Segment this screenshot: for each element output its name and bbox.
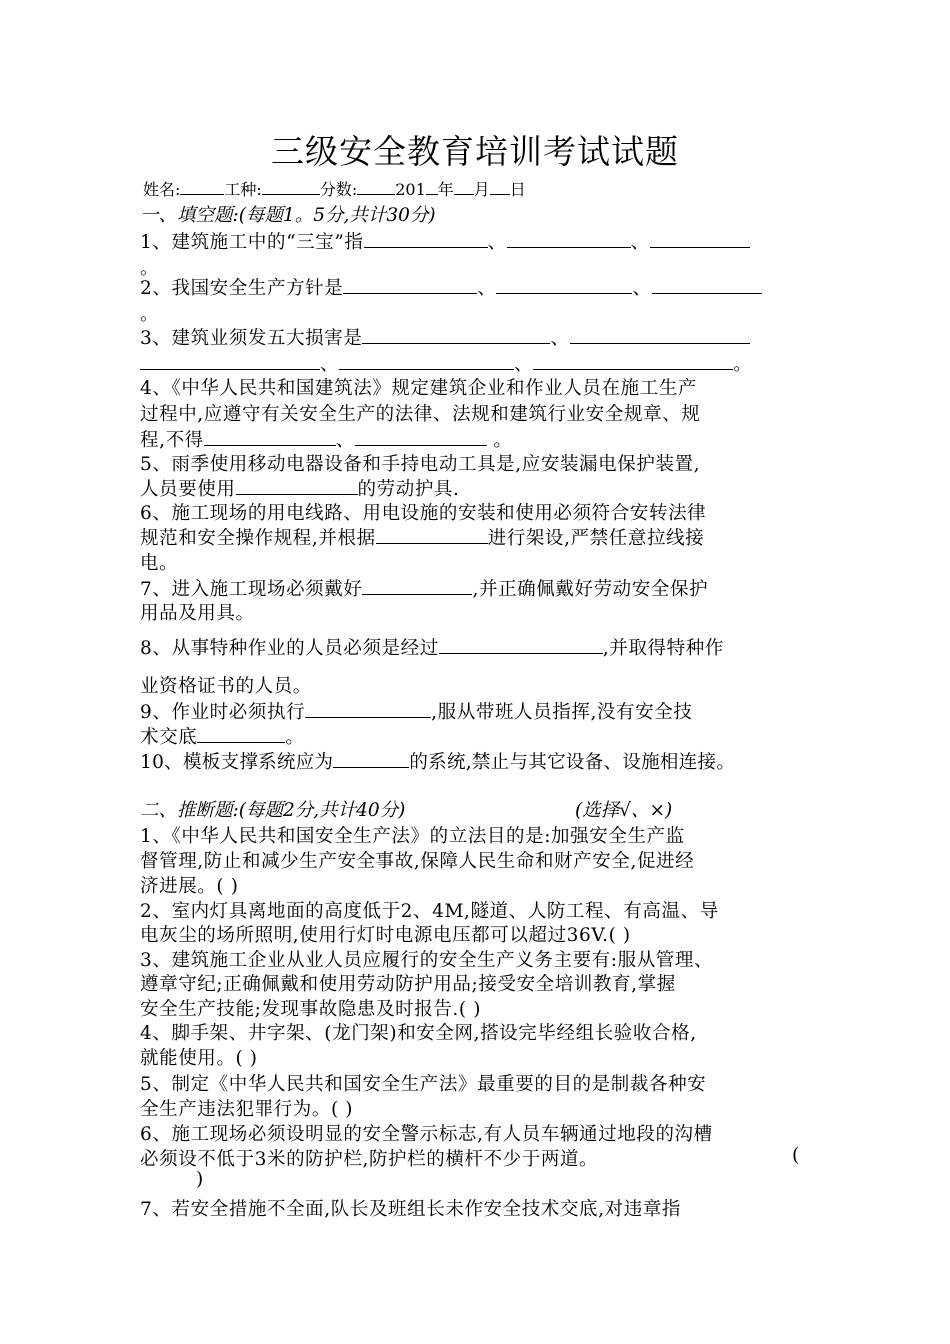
s1-q5-blank[interactable] (236, 476, 358, 495)
s1-q3-line2: 、 、 。 (140, 350, 752, 376)
s1-q3-blank-4[interactable] (339, 351, 514, 370)
s2-q7-line1: 7、若安全措施不全面,队长及班组长未作安全技术交底,对违章指 (140, 1199, 682, 1220)
s2-q3-line1: 3、建筑施工企业从业人员应履行的安全生产义务主要有:服从管理、 (140, 950, 714, 971)
s2-q2-line1: 2、室内灯具离地面的高度低于2、4M,隧道、人防工程、有高温、导 (140, 901, 719, 922)
s1-q8-line1: 8、从事特种作业的人员必须是经过 ,并取得特种作 (140, 634, 724, 660)
section2-heading-note: (选择√、×) (575, 800, 673, 821)
s2-q5-line2: 全生产违法犯罪行为。( ) (140, 1099, 354, 1120)
s2-q1-line2: 督管理,防止和减少生产安全事故,保障人民生命和财产安全,促进经 (140, 851, 695, 872)
year-label: 年 (437, 180, 454, 199)
s2-q1-line1: 1、《中华人民共和国安全生产法》的立法目的是:加强安全生产监 (140, 826, 685, 847)
day-blank[interactable] (490, 180, 510, 195)
s1-q4-blank-1[interactable] (204, 427, 336, 446)
s1-q2-blank-1[interactable] (343, 275, 477, 294)
s1-q1-blank-1[interactable] (364, 229, 488, 248)
name-blank[interactable] (180, 180, 224, 195)
s1-q5-line2: 人员要使用 的劳动护具. (140, 475, 460, 501)
year-prefix: 201 (395, 180, 426, 199)
s2-q4-line1: 4、脚手架、井字架、(龙门架)和安全网,搭设完毕经组长验收合格, (140, 1023, 697, 1044)
section1-heading: 一、填空题:(每题1。5分,共计30分) (140, 205, 436, 226)
s1-q6-line3: 电。 (140, 553, 179, 574)
trade-blank[interactable] (262, 180, 320, 195)
s2-q6-paren-close: ) (196, 1169, 204, 1190)
s1-q4-blank-2[interactable] (355, 427, 487, 446)
s1-q4-line1: 4、《中华人民共和国建筑法》规定建筑企业和作业人员在施工生产 (140, 378, 698, 399)
s2-q3-line3: 安全生产技能;发现事故隐患及时报告.( ) (140, 999, 482, 1020)
s2-q6-line2: 必须设不低于3米的防护栏,防护栏的横杆不少于两道。 (140, 1149, 599, 1170)
s2-q1-line3: 济进展。( ) (140, 876, 239, 897)
s1-q9-line2: 术交底 。 (140, 723, 304, 749)
s1-q2-blank-3[interactable] (652, 275, 762, 294)
s1-q3-blank-3[interactable] (140, 351, 320, 370)
s1-q3-blank-1[interactable] (362, 325, 550, 344)
s1-q8-blank[interactable] (439, 635, 603, 654)
s2-q2-line2: 电灰尘的场所照明,使用行灯时电源电压都可以超过36V.( ) (140, 925, 631, 946)
s1-q9-line1: 9、作业时必须执行 ,服从带班人员指挥,没有安全技 (140, 698, 692, 724)
s1-q9-blank-1[interactable] (305, 699, 431, 718)
day-label: 日 (509, 180, 526, 199)
s1-q1-blank-3[interactable] (650, 229, 750, 248)
s2-q3-line2: 遵章守纪;正确佩戴和使用劳动防护用品;接受安全培训教育,掌握 (140, 974, 676, 995)
trade-label: 工种: (224, 180, 262, 199)
score-blank[interactable] (357, 180, 395, 195)
s1-q1-blank-2[interactable] (507, 229, 631, 248)
s2-q6-line1: 6、施工现场必须设明显的安全警示标志,有人员车辆通过地段的沟槽 (140, 1124, 713, 1145)
s1-q2-line: 2、我国安全生产方针是 、 、 (140, 274, 762, 300)
s1-q1-line: 1、建筑施工中的“三宝”指 、 、 (140, 228, 750, 254)
s1-q8-line2: 业资格证书的人员。 (140, 676, 312, 697)
s1-q2-blank-2[interactable] (496, 275, 632, 294)
s1-q4-line2: 过程中,应遵守有关安全生产的法律、法规和建筑行业安全规章、规 (140, 404, 701, 425)
s1-q1-end: 。 (140, 258, 160, 279)
section2-heading: 二、推断题:(每题2分,共计40分) (140, 800, 406, 821)
s1-q6-line2: 规范和安全操作规程,并根据 进行架设,严禁任意拉线接 (140, 524, 704, 550)
s1-q3-blank-5[interactable] (533, 351, 733, 370)
s1-q5-line1: 5、雨季使用移动电器设备和手持电动工具是,应安装漏电保护装置, (140, 454, 701, 475)
s2-q5-line1: 5、制定《中华人民共和国安全生产法》最重要的目的是制裁各种安 (140, 1074, 707, 1095)
year-blank[interactable] (426, 180, 438, 195)
score-label: 分数: (319, 180, 358, 199)
s1-q7-line1: 7、进入施工现场必须戴好 ,并正确佩戴好劳动安全保护 (140, 575, 708, 601)
month-label: 月 (473, 180, 490, 199)
s2-q6-paren-open: ( (792, 1145, 800, 1166)
s1-q9-blank-2[interactable] (197, 724, 285, 743)
s1-q3-line1: 3、建筑业须发五大损害是 、 (140, 324, 750, 350)
s1-q2-end: 。 (140, 304, 160, 325)
s1-q6-blank[interactable] (376, 525, 488, 544)
s1-q10-blank[interactable] (333, 749, 409, 768)
s1-q3-blank-2[interactable] (570, 325, 750, 344)
s2-q4-line2: 就能使用。( ) (140, 1048, 258, 1069)
s1-q7-line2: 用品及用具。 (140, 603, 255, 624)
s1-q6-line1: 6、施工现场的用电线路、用电设施的安装和使用必须符合安转法律 (140, 503, 707, 524)
month-blank[interactable] (454, 180, 474, 195)
s1-q7-blank[interactable] (362, 576, 472, 595)
student-info-row (143, 177, 526, 200)
s1-q10-line: 10、模板支撑系统应为 的系统,禁止与其它设备、设施相连接。 (140, 748, 735, 774)
name-label: 姓名: (143, 180, 181, 199)
page-title: 三级安全教育培训考试试题 (271, 132, 679, 171)
s1-q4-line3: 程,不得 、 。 (140, 426, 512, 452)
